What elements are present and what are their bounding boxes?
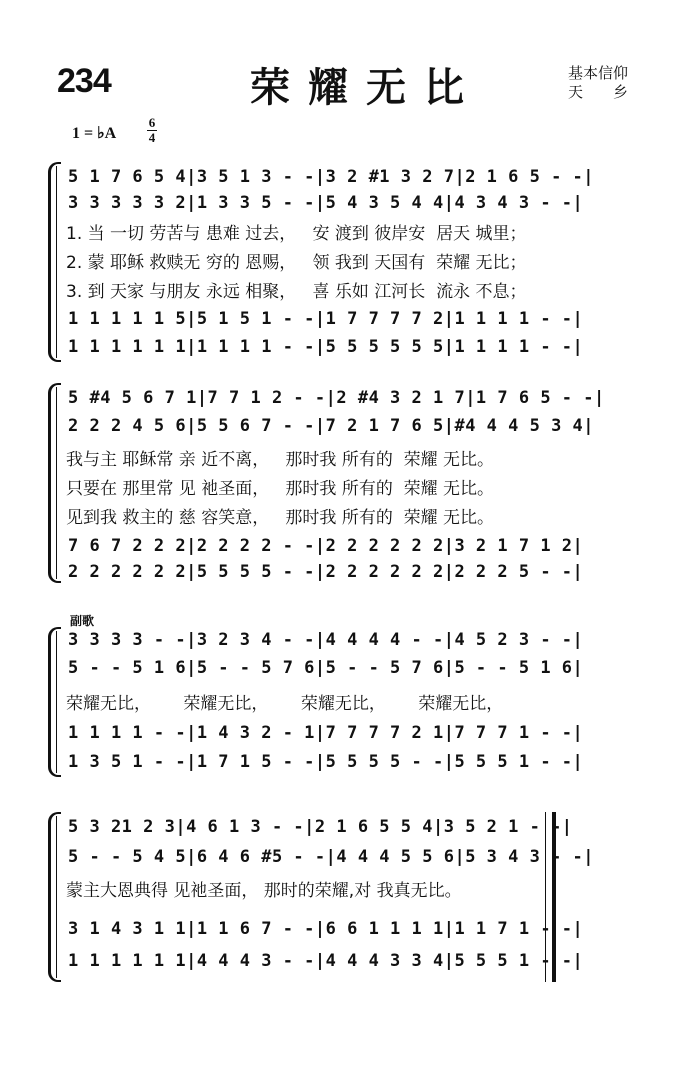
alto-line: 3 3 3 3 3 2|1 3 3 5 - -|5 4 3 5 4 4|4 3 4 3 - -| — [68, 193, 584, 213]
lyric-verse-2: 只要在 那里常 见 祂圣面， 那时我 所有的 荣耀 无比。 — [66, 479, 495, 499]
alto-line: 5 - - 5 1 6|5 - - 5 7 6|5 - - 5 7 6|5 - - 5 1 6| — [68, 658, 584, 678]
tenor-line: 1 1 1 1 1 5|5 1 5 1 - -|1 7 7 7 7 2|1 1 1 1 - -| — [68, 309, 584, 329]
score-system-3 — [50, 627, 660, 777]
soprano-line: 5 #4 5 6 7 1|7 7 1 2 - -|2 #4 3 2 1 7|1 7 6 5 - -| — [68, 388, 605, 408]
alto-line: 5 - - 5 4 5|6 4 6 #5 - -|4 4 4 5 5 6|5 3 4 3 - -| — [68, 847, 595, 867]
key-signature: 1 = ♭A — [72, 125, 117, 142]
system-bracket — [48, 383, 61, 583]
soprano-line: 3 3 3 3 - -|3 2 3 4 - -|4 4 4 4 - -|4 5 2 3 - -| — [68, 630, 584, 650]
lyric-verse-1: 1. 当 一切 劳苦与 患难 过去， 安 渡到 彼岸安 居天 城里； — [66, 224, 527, 244]
alto-line: 2 2 2 4 5 6|5 5 6 7 - -|7 2 1 7 6 5|#4 4 4 5 3 4| — [68, 416, 595, 436]
lyric-verse-3: 见到我 救主的 慈 容笑意， 那时我 所有的 荣耀 无比。 — [66, 508, 495, 528]
tenor-line: 3 1 4 3 1 1|1 1 6 7 - -|6 6 1 1 1 1|1 1 7 1 - -| — [68, 919, 584, 939]
meter-bottom: 4 — [148, 130, 156, 145]
score-system-1 — [50, 162, 660, 362]
bass-line: 2 2 2 2 2 2|5 5 5 5 - -|2 2 2 2 2 2|2 2 2 5 - -| — [68, 562, 584, 582]
bass-line: 1 3 5 1 - -|1 7 1 5 - -|5 5 5 5 - -|5 5 5 1 - -| — [68, 752, 584, 772]
hymn-category: 基本信仰 — [568, 64, 629, 82]
lyric-verse-2: 2. 蒙 耶稣 救赎无 穷的 恩赐， 领 我到 天国有 荣耀 无比； — [66, 253, 527, 273]
refrain-label: 副歌 — [70, 614, 95, 628]
soprano-line: 5 3 21 2 3|4 6 1 3 - -|2 1 6 5 5 4|3 5 2 1 - -| — [68, 817, 573, 837]
lyric-verse-1: 我与主 耶稣常 亲 近不离， 那时我 所有的 荣耀 无比。 — [66, 450, 495, 470]
score-system-4 — [50, 812, 595, 982]
meter-top: 6 — [148, 115, 156, 130]
lyric-verse-3: 3. 到 天家 与朋友 永远 相聚， 喜 乐如 江河长 流永 不息； — [66, 282, 527, 302]
final-barline — [545, 812, 556, 982]
tenor-line: 1 1 1 1 - -|1 4 3 2 - 1|7 7 7 7 2 1|7 7 7 1 - -| — [68, 723, 584, 743]
system-bracket — [48, 627, 61, 777]
bass-line: 1 1 1 1 1 1|1 1 1 1 - -|5 5 5 5 5 5|1 1 1 1 - -| — [68, 337, 584, 357]
hymn-title: 荣耀无比 — [250, 65, 482, 111]
bass-line: 1 1 1 1 1 1|4 4 4 3 - -|4 4 4 3 3 4|5 5 5 1 - -| — [68, 951, 584, 971]
hymn-credits — [568, 64, 628, 102]
soprano-line: 5 1 7 6 5 4|3 5 1 3 - -|3 2 #1 3 2 7|2 1 6 5 - -| — [68, 167, 595, 187]
lyric-refrain: 荣耀无比， 荣耀无比， 荣耀无比， 荣耀无比， — [66, 694, 504, 714]
hymn-author: 天 乡 — [568, 83, 629, 101]
time-signature — [147, 116, 157, 145]
system-bracket — [48, 812, 61, 982]
system-bracket — [48, 162, 61, 362]
tenor-line: 7 6 7 2 2 2|2 2 2 2 - -|2 2 2 2 2 2|3 2 1 7 1 2| — [68, 536, 584, 556]
hymn-number: 234 — [57, 62, 111, 100]
score-system-2 — [50, 383, 660, 583]
lyric-ending: 蒙主大恩典得 见祂圣面， 那时的荣耀,对 我真无比。 — [66, 881, 462, 901]
